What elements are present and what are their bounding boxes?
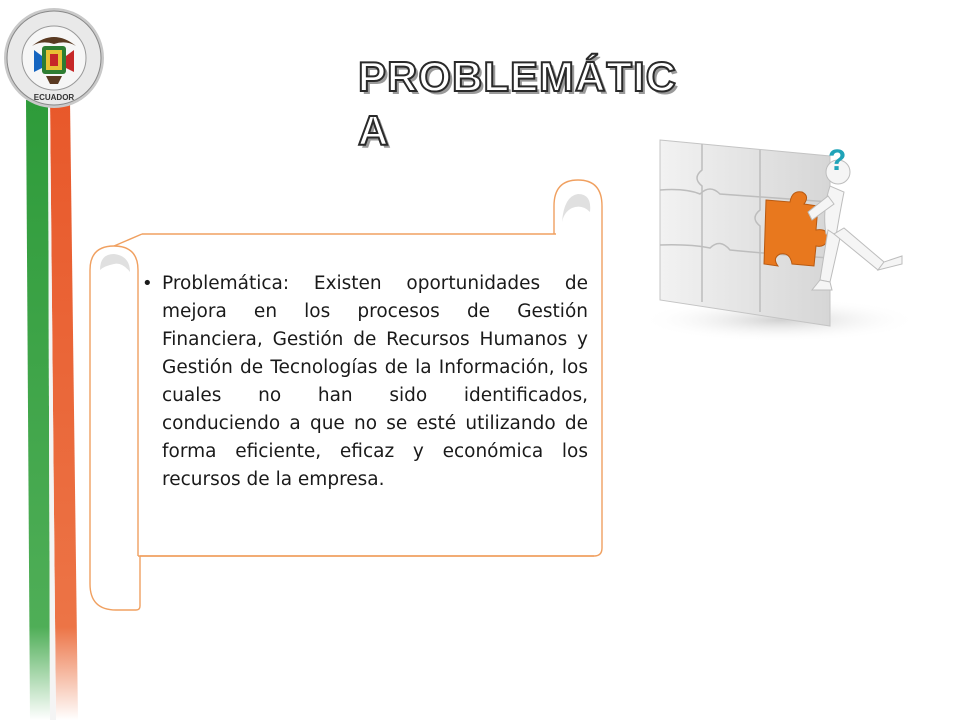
puzzle-figure-illustration [640,130,920,340]
institution-crest-logo [2,6,106,110]
decorative-ribbons [22,100,92,720]
bullet-text: Problemática: Existen oportunidades de mejora en los procesos de Gestión Financiera, Gestión de Recursos Humanos y Gestión de Tecnologías de la Información, los cuales no han sido identificados, conduciendo a que no se esté utilizando de forma eficiente, eficaz y económica los recursos de la empresa. [162,273,588,490]
svg-text:ECUADOR: ECUADOR [33,93,75,102]
bullet-dot-icon: • [142,273,153,294]
question-mark-icon: ? [828,144,847,177]
slide-title: PROBLEMÁTICA [358,53,677,154]
bullet-paragraph [140,270,588,494]
